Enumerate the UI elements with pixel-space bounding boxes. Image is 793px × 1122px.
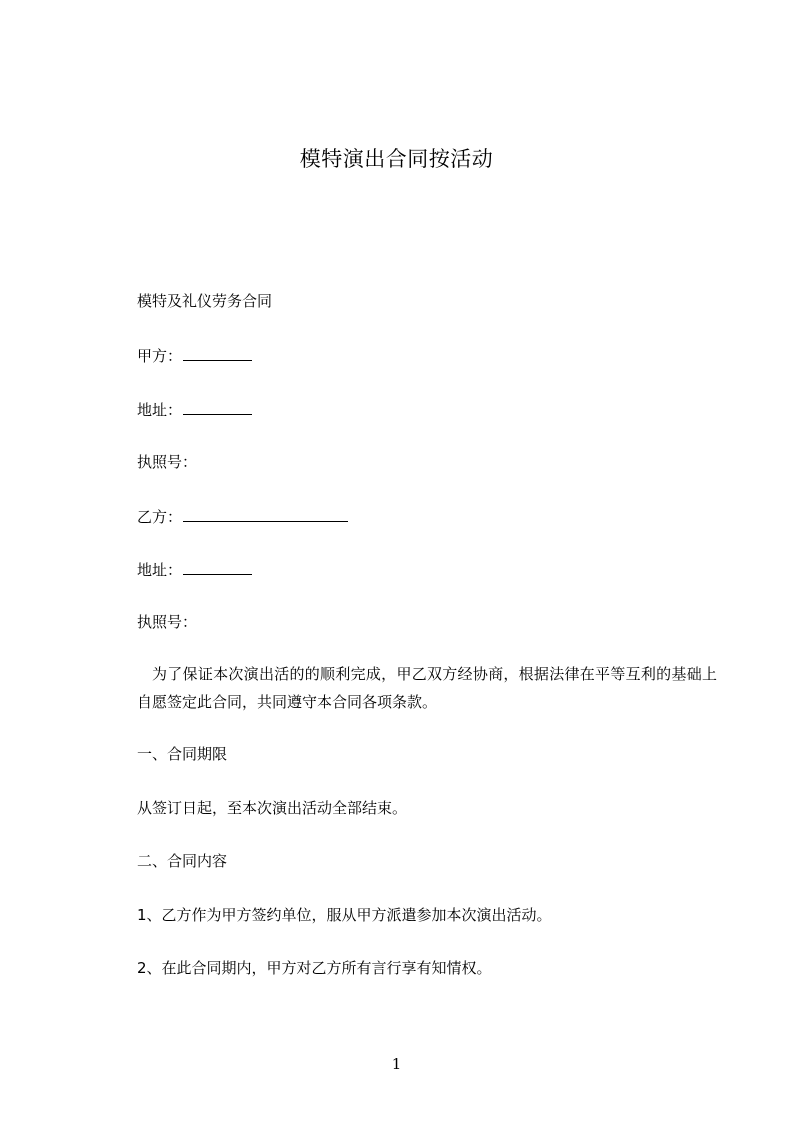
document-title: 模特演出合同按活动 [299, 147, 494, 171]
party-a-address-blank [183, 399, 252, 415]
party-b-license-label: 执照号： [137, 613, 198, 631]
party-a-label: 甲方： [137, 347, 183, 365]
party-b-address-line [137, 559, 252, 580]
contract-subtitle: 模特及礼仪劳务合同 [137, 292, 273, 310]
party-a-license-line [137, 452, 197, 472]
party-b-blank [183, 506, 348, 522]
party-b-address-blank [183, 559, 252, 575]
party-a-line [137, 345, 252, 366]
section1-heading: 一、合同期限 [137, 745, 228, 763]
party-a-address-line [137, 399, 252, 420]
party-a-license-label: 执照号： [137, 453, 198, 471]
party-b-line [137, 506, 348, 527]
party-a-address-label: 地址： [137, 401, 183, 419]
party-b-label: 乙方： [137, 508, 183, 526]
intro-paragraph: 为了保证本次演出活的的顺利完成，甲乙双方经协商，根据法律在平等互利的基础上自愿签定此合同，共同遵守本合同各项条款。 [137, 665, 717, 711]
section1-text: 从签订日起，至本次演出活动全部结束。 [137, 799, 408, 817]
page-number: 1 [391, 1055, 402, 1073]
section2-heading: 二、合同内容 [137, 852, 228, 870]
party-b-license-line [137, 612, 197, 632]
party-a-blank [183, 345, 252, 361]
section2-item1: 1、乙方作为甲方签约单位，服从甲方派遣参加本次演出活动。 [137, 906, 552, 924]
party-b-address-label: 地址： [137, 561, 183, 579]
section2-item2: 2、在此合同期内，甲方对乙方所有言行享有知情权。 [137, 959, 492, 977]
